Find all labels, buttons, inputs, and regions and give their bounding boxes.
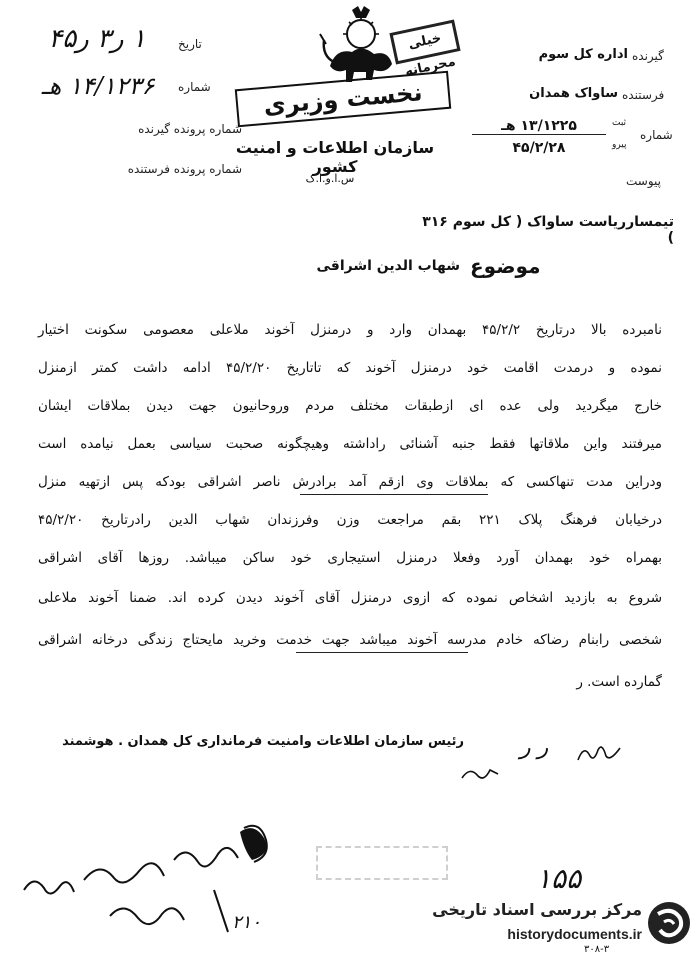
body-line: درخیابان فرهنگ پلاک ۲۲۱ بقم مراجعت وزن وفرزندان شهاب الدین رادرتاریخ ۴۵/۲/۲۰ — [38, 512, 662, 528]
org-line-1: نخست وزیری — [235, 71, 451, 128]
number-label: شماره — [178, 80, 211, 94]
bottom-code: ۳۰۸-۳ — [584, 944, 610, 955]
sender-value: ساواک همدان — [529, 86, 618, 101]
ref-value-2: ۴۵/۲/۲۸ — [512, 140, 566, 156]
watermark-org-name: مرکز بررسی اسناد تاریخی — [432, 900, 642, 919]
org-code: س.ا.و.ا.ک — [305, 172, 355, 185]
underline-mark — [300, 494, 488, 495]
body-line: گمارده است. ر — [576, 674, 662, 690]
watermark-url: historydocuments.ir — [507, 926, 642, 942]
body-line: نامبرده بالا درتاریخ ۴۵/۲/۲ بهمدان وارد و درمنزل آخوند ملاعلی معصومی سکونت اختیار — [38, 322, 662, 338]
body-line: میرفتند واین ملاقاتها فقط جنبه آشنائی راداشته وهیچگونه صحبت سیاسی بعمل نیامده است — [38, 436, 662, 452]
receiver-label: گیرنده — [632, 49, 664, 63]
subject-label: موضوع — [470, 254, 541, 278]
body-line: شخصی رابنام رضاکه خادم مدرسه آخوند میباشد جهت خدمت وخرید مایحتاج زندگی درخانه اشراقی — [38, 632, 662, 648]
watermark — [432, 898, 694, 950]
ref-label: شماره — [640, 128, 673, 142]
recipient-file-label: شماره پرونده گیرنده — [138, 122, 242, 136]
attachment-label: پیوست — [626, 174, 661, 188]
org-line-2: سازمان اطلاعات و امنیت کشور — [235, 138, 435, 176]
receiver-value: اداره کل سوم — [538, 47, 628, 62]
body-line: ودراین مدت تنهاکسی که بملاقات وی ازقم آمد برادرش ناصر اشراقی بودکه پس ازتهیه منزل — [38, 474, 662, 490]
archive-logo-icon — [646, 900, 692, 946]
margin-note: ۲۱۰ — [232, 912, 262, 933]
body-line: نموده و درمدت اقامت خود درمنزل آخوند که تاتاریخ ۴۵/۲/۲۰ ادامه داشت کمتر ازمنزل — [38, 360, 662, 376]
ref-value-1: ۱۳/۱۲۲۵ هـ — [472, 118, 606, 135]
handwritten-mark — [460, 764, 500, 784]
body-line: خارج میگردید ولی عده ای ازطبقات مختلف مردم وروحانیون جهت دیدن بملاقات ایشان — [38, 398, 662, 414]
sender-label: فرستنده — [622, 88, 665, 102]
addressee: تیمسارریاست ساواک ( کل سوم ۳۱۶ ) — [422, 214, 674, 246]
sender-file-label: شماره پرونده فرستنده — [127, 162, 242, 176]
date-value: ۱ ر۳ ر۴۵ — [48, 24, 146, 54]
underline-mark — [296, 652, 468, 653]
body-line: بهمراه خود بهمدان آورد وفعلا درمنزل استیجاری خود ساکن میباشد. روزها آقای اشراقی — [38, 550, 662, 566]
ref-sub-2: پیرو — [612, 140, 627, 150]
classification-stamp: خیلی محرمانه — [389, 19, 460, 64]
handwritten-signature — [576, 742, 622, 764]
ref-sub-1: ثبت — [612, 118, 627, 128]
subject-value: شهاب الدین اشراقی — [316, 258, 460, 274]
number-value: ۱۴/۱۲۳۶ هـ — [41, 72, 155, 100]
faded-stamp — [316, 846, 448, 880]
signature-initials: ر ر — [520, 735, 549, 760]
signature-title: رئیس سازمان اطلاعات وامنیت فرمانداری کل همدان . هوشمند — [62, 734, 464, 749]
date-label: تاریخ — [178, 37, 202, 51]
body-line: شروع به بازدید اشخاص نموده که ازوی درمنزل آقای آخوند دیدن کرده اند. ضمنا آخوند ملاعلی — [38, 590, 662, 606]
handwritten-numbers: ۱۵۵ — [536, 862, 582, 895]
